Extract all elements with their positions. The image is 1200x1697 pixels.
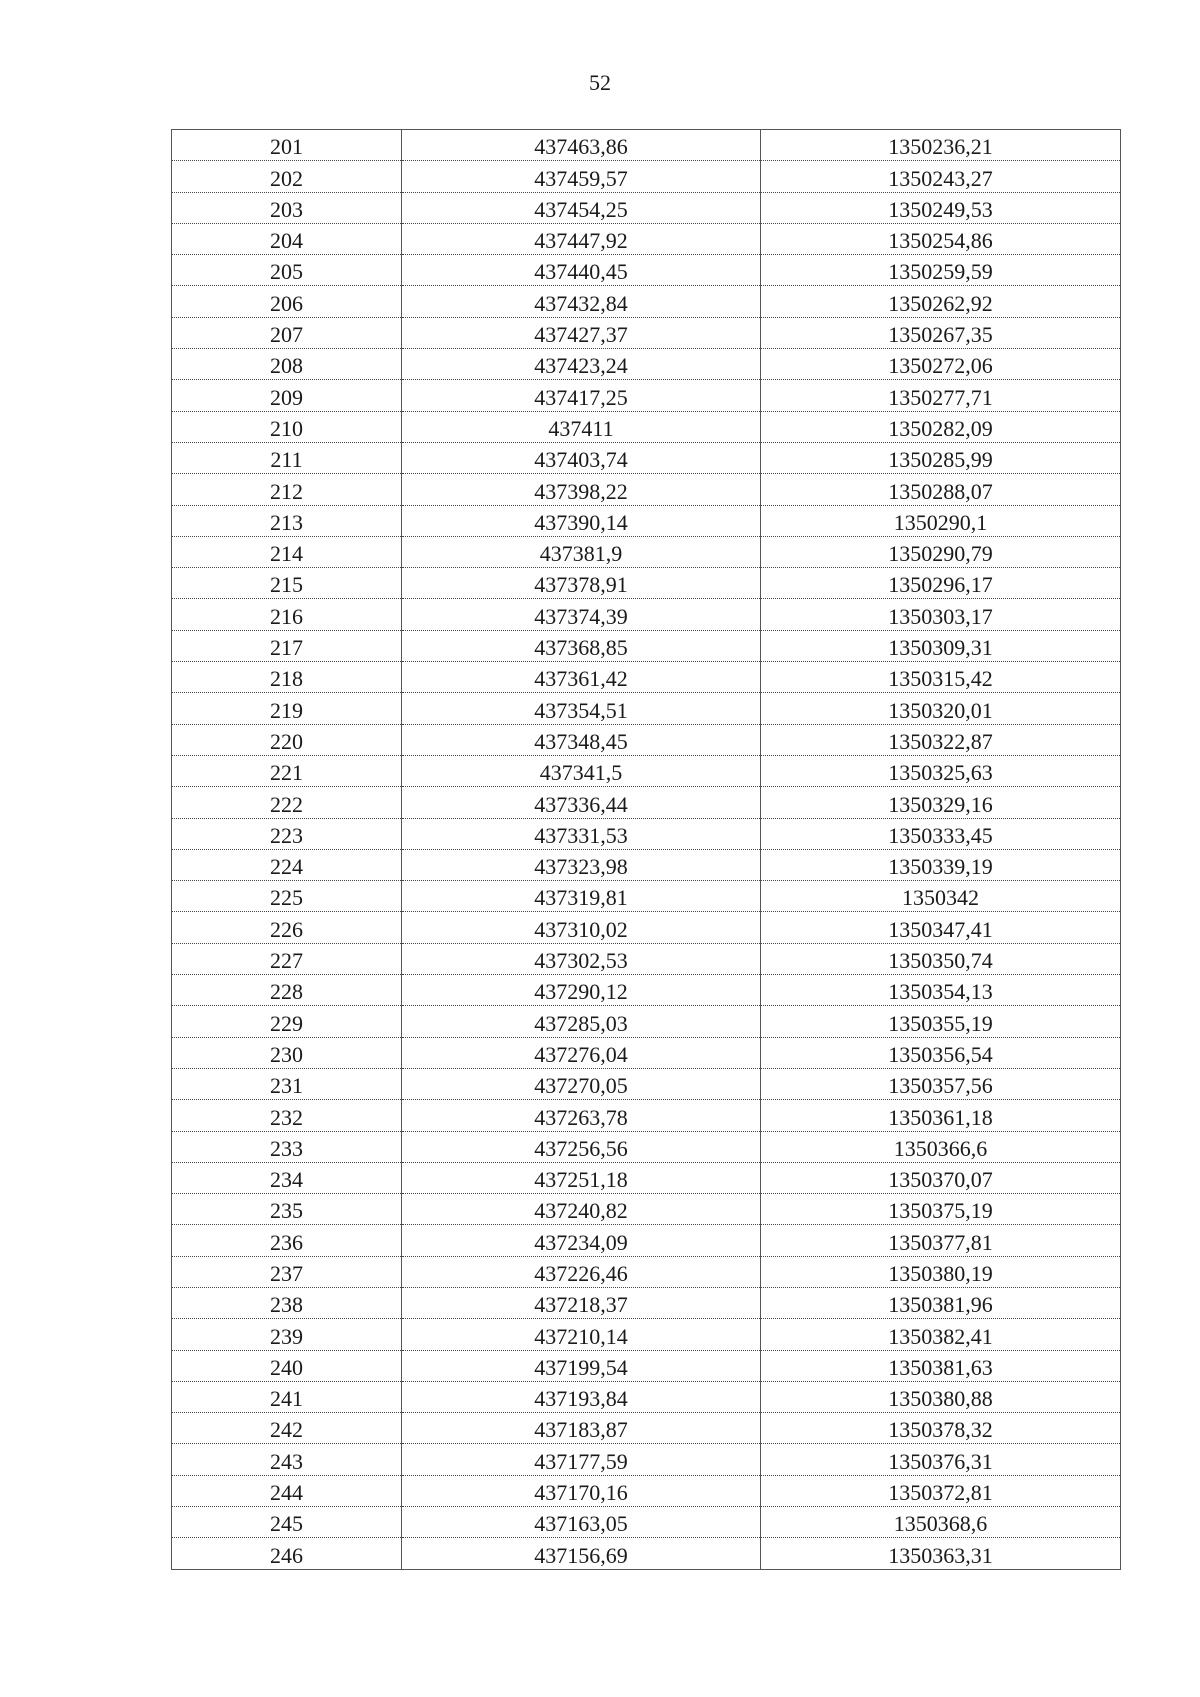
table-row (172, 505, 1121, 536)
y-coordinate-cell: 1350372,81 (761, 1475, 1121, 1506)
y-coordinate-cell: 1350296,17 (761, 568, 1121, 599)
point-number-cell: 240 (172, 1350, 402, 1381)
y-coordinate-cell: 1350320,01 (761, 693, 1121, 724)
table-row (172, 130, 1121, 161)
point-number-cell: 207 (172, 317, 402, 348)
table-row (172, 1006, 1121, 1037)
table-row (172, 818, 1121, 849)
table-row (172, 474, 1121, 505)
y-coordinate-cell: 1350376,31 (761, 1444, 1121, 1475)
x-coordinate-cell: 437290,12 (402, 975, 761, 1006)
point-number-cell: 230 (172, 1037, 402, 1068)
x-coordinate-cell: 437251,18 (402, 1162, 761, 1193)
table-row (172, 1162, 1121, 1193)
table-row (172, 1131, 1121, 1162)
y-coordinate-cell: 1350309,31 (761, 630, 1121, 661)
table-row (172, 1100, 1121, 1131)
x-coordinate-cell: 437156,69 (402, 1538, 761, 1569)
y-coordinate-cell: 1350262,92 (761, 286, 1121, 317)
table-row (172, 568, 1121, 599)
point-number-cell: 211 (172, 442, 402, 473)
table-row (172, 1507, 1121, 1538)
y-coordinate-cell: 1350375,19 (761, 1194, 1121, 1225)
coordinates-table-body (172, 130, 1121, 1570)
x-coordinate-cell: 437378,91 (402, 568, 761, 599)
x-coordinate-cell: 437183,87 (402, 1413, 761, 1444)
x-coordinate-cell: 437432,84 (402, 286, 761, 317)
y-coordinate-cell: 1350325,63 (761, 755, 1121, 786)
point-number-cell: 236 (172, 1225, 402, 1256)
table-row (172, 411, 1121, 442)
x-coordinate-cell: 437256,56 (402, 1131, 761, 1162)
table-row (172, 161, 1121, 192)
x-coordinate-cell: 437403,74 (402, 442, 761, 473)
point-number-cell: 245 (172, 1507, 402, 1538)
y-coordinate-cell: 1350277,71 (761, 380, 1121, 411)
y-coordinate-cell: 1350243,27 (761, 161, 1121, 192)
y-coordinate-cell: 1350377,81 (761, 1225, 1121, 1256)
point-number-cell: 209 (172, 380, 402, 411)
y-coordinate-cell: 1350366,6 (761, 1131, 1121, 1162)
point-number-cell: 241 (172, 1381, 402, 1412)
coordinates-table (171, 129, 1121, 1570)
y-coordinate-cell: 1350333,45 (761, 818, 1121, 849)
x-coordinate-cell: 437270,05 (402, 1068, 761, 1099)
point-number-cell: 227 (172, 943, 402, 974)
table-row (172, 1037, 1121, 1068)
y-coordinate-cell: 1350350,74 (761, 943, 1121, 974)
point-number-cell: 206 (172, 286, 402, 317)
point-number-cell: 224 (172, 849, 402, 880)
y-coordinate-cell: 1350347,41 (761, 912, 1121, 943)
table-row (172, 881, 1121, 912)
x-coordinate-cell: 437341,5 (402, 755, 761, 786)
x-coordinate-cell: 437354,51 (402, 693, 761, 724)
y-coordinate-cell: 1350380,19 (761, 1256, 1121, 1287)
y-coordinate-cell: 1350303,17 (761, 599, 1121, 630)
table-row (172, 380, 1121, 411)
y-coordinate-cell: 1350285,99 (761, 442, 1121, 473)
y-coordinate-cell: 1350355,19 (761, 1006, 1121, 1037)
point-number-cell: 203 (172, 192, 402, 223)
table-row (172, 1319, 1121, 1350)
x-coordinate-cell: 437170,16 (402, 1475, 761, 1506)
table-row (172, 1444, 1121, 1475)
y-coordinate-cell: 1350339,19 (761, 849, 1121, 880)
table-row (172, 975, 1121, 1006)
table-row (172, 1287, 1121, 1318)
table-row (172, 536, 1121, 567)
y-coordinate-cell: 1350236,21 (761, 130, 1121, 161)
x-coordinate-cell: 437302,53 (402, 943, 761, 974)
x-coordinate-cell: 437398,22 (402, 474, 761, 505)
point-number-cell: 216 (172, 599, 402, 630)
x-coordinate-cell: 437381,9 (402, 536, 761, 567)
point-number-cell: 222 (172, 787, 402, 818)
point-number-cell: 228 (172, 975, 402, 1006)
table-row (172, 1068, 1121, 1099)
y-coordinate-cell: 1350329,16 (761, 787, 1121, 818)
point-number-cell: 233 (172, 1131, 402, 1162)
x-coordinate-cell: 437459,57 (402, 161, 761, 192)
table-row (172, 693, 1121, 724)
table-row (172, 255, 1121, 286)
y-coordinate-cell: 1350259,59 (761, 255, 1121, 286)
y-coordinate-cell: 1350382,41 (761, 1319, 1121, 1350)
point-number-cell: 232 (172, 1100, 402, 1131)
point-number-cell: 235 (172, 1194, 402, 1225)
point-number-cell: 231 (172, 1068, 402, 1099)
y-coordinate-cell: 1350356,54 (761, 1037, 1121, 1068)
point-number-cell: 220 (172, 724, 402, 755)
table-row (172, 943, 1121, 974)
x-coordinate-cell: 437411 (402, 411, 761, 442)
x-coordinate-cell: 437323,98 (402, 849, 761, 880)
x-coordinate-cell: 437263,78 (402, 1100, 761, 1131)
x-coordinate-cell: 437361,42 (402, 662, 761, 693)
table-row (172, 1475, 1121, 1506)
x-coordinate-cell: 437163,05 (402, 1507, 761, 1538)
x-coordinate-cell: 437427,37 (402, 317, 761, 348)
y-coordinate-cell: 1350361,18 (761, 1100, 1121, 1131)
x-coordinate-cell: 437218,37 (402, 1287, 761, 1318)
table-row (172, 755, 1121, 786)
table-row (172, 849, 1121, 880)
page-number: 52 (589, 70, 611, 95)
table-row (172, 286, 1121, 317)
x-coordinate-cell: 437390,14 (402, 505, 761, 536)
x-coordinate-cell: 437310,02 (402, 912, 761, 943)
point-number-cell: 212 (172, 474, 402, 505)
point-number-cell: 238 (172, 1287, 402, 1318)
table-row (172, 1538, 1121, 1569)
point-number-cell: 243 (172, 1444, 402, 1475)
y-coordinate-cell: 1350272,06 (761, 349, 1121, 380)
point-number-cell: 244 (172, 1475, 402, 1506)
y-coordinate-cell: 1350290,79 (761, 536, 1121, 567)
table-row (172, 1381, 1121, 1412)
point-number-cell: 246 (172, 1538, 402, 1569)
y-coordinate-cell: 1350381,96 (761, 1287, 1121, 1318)
y-coordinate-cell: 1350363,31 (761, 1538, 1121, 1569)
y-coordinate-cell: 1350288,07 (761, 474, 1121, 505)
y-coordinate-cell: 1350378,32 (761, 1413, 1121, 1444)
point-number-cell: 205 (172, 255, 402, 286)
y-coordinate-cell: 1350370,07 (761, 1162, 1121, 1193)
point-number-cell: 225 (172, 881, 402, 912)
x-coordinate-cell: 437423,24 (402, 349, 761, 380)
y-coordinate-cell: 1350322,87 (761, 724, 1121, 755)
table-row (172, 724, 1121, 755)
table-row (172, 349, 1121, 380)
y-coordinate-cell: 1350380,88 (761, 1381, 1121, 1412)
table-row (172, 1194, 1121, 1225)
x-coordinate-cell: 437240,82 (402, 1194, 761, 1225)
table-row (172, 1413, 1121, 1444)
point-number-cell: 242 (172, 1413, 402, 1444)
y-coordinate-cell: 1350357,56 (761, 1068, 1121, 1099)
table-row (172, 442, 1121, 473)
table-row (172, 599, 1121, 630)
y-coordinate-cell: 1350249,53 (761, 192, 1121, 223)
table-row (172, 1350, 1121, 1381)
y-coordinate-cell: 1350368,6 (761, 1507, 1121, 1538)
table-row (172, 192, 1121, 223)
point-number-cell: 229 (172, 1006, 402, 1037)
x-coordinate-cell: 437177,59 (402, 1444, 761, 1475)
point-number-cell: 237 (172, 1256, 402, 1287)
y-coordinate-cell: 1350315,42 (761, 662, 1121, 693)
point-number-cell: 221 (172, 755, 402, 786)
x-coordinate-cell: 437417,25 (402, 380, 761, 411)
x-coordinate-cell: 437374,39 (402, 599, 761, 630)
x-coordinate-cell: 437463,86 (402, 130, 761, 161)
point-number-cell: 226 (172, 912, 402, 943)
x-coordinate-cell: 437331,53 (402, 818, 761, 849)
point-number-cell: 223 (172, 818, 402, 849)
table-row (172, 1225, 1121, 1256)
point-number-cell: 217 (172, 630, 402, 661)
table-row (172, 912, 1121, 943)
x-coordinate-cell: 437348,45 (402, 724, 761, 755)
y-coordinate-cell: 1350290,1 (761, 505, 1121, 536)
y-coordinate-cell: 1350282,09 (761, 411, 1121, 442)
point-number-cell: 219 (172, 693, 402, 724)
y-coordinate-cell: 1350381,63 (761, 1350, 1121, 1381)
table-row (172, 1256, 1121, 1287)
x-coordinate-cell: 437454,25 (402, 192, 761, 223)
x-coordinate-cell: 437199,54 (402, 1350, 761, 1381)
x-coordinate-cell: 437285,03 (402, 1006, 761, 1037)
x-coordinate-cell: 437234,09 (402, 1225, 761, 1256)
point-number-cell: 214 (172, 536, 402, 567)
x-coordinate-cell: 437368,85 (402, 630, 761, 661)
x-coordinate-cell: 437447,92 (402, 223, 761, 254)
x-coordinate-cell: 437226,46 (402, 1256, 761, 1287)
x-coordinate-cell: 437319,81 (402, 881, 761, 912)
x-coordinate-cell: 437276,04 (402, 1037, 761, 1068)
point-number-cell: 218 (172, 662, 402, 693)
y-coordinate-cell: 1350342 (761, 881, 1121, 912)
table-row (172, 662, 1121, 693)
point-number-cell: 204 (172, 223, 402, 254)
table-row (172, 223, 1121, 254)
x-coordinate-cell: 437210,14 (402, 1319, 761, 1350)
x-coordinate-cell: 437193,84 (402, 1381, 761, 1412)
y-coordinate-cell: 1350254,86 (761, 223, 1121, 254)
x-coordinate-cell: 437336,44 (402, 787, 761, 818)
point-number-cell: 215 (172, 568, 402, 599)
y-coordinate-cell: 1350354,13 (761, 975, 1121, 1006)
y-coordinate-cell: 1350267,35 (761, 317, 1121, 348)
point-number-cell: 213 (172, 505, 402, 536)
table-row (172, 787, 1121, 818)
table-row (172, 630, 1121, 661)
point-number-cell: 201 (172, 130, 402, 161)
point-number-cell: 210 (172, 411, 402, 442)
point-number-cell: 202 (172, 161, 402, 192)
table-row (172, 317, 1121, 348)
x-coordinate-cell: 437440,45 (402, 255, 761, 286)
point-number-cell: 234 (172, 1162, 402, 1193)
point-number-cell: 208 (172, 349, 402, 380)
point-number-cell: 239 (172, 1319, 402, 1350)
